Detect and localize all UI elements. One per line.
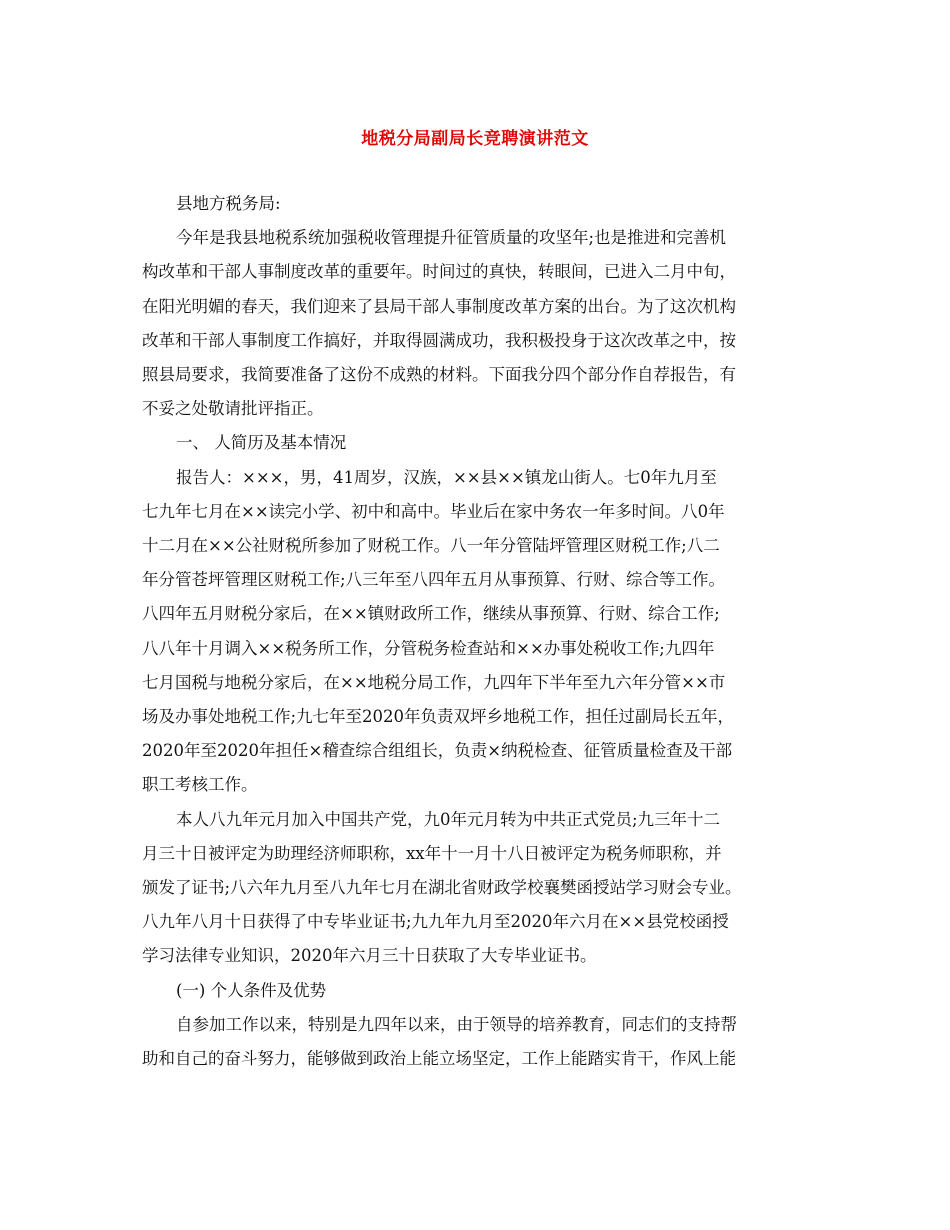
text-line: 改革和干部人事制度工作搞好，并取得圆满成功，我积极投身于这次改革之中，按 (142, 330, 736, 350)
text-line: 构改革和干部人事制度改革的重要年。时间过的真快，转眼间，已进入二月中旬， (142, 262, 736, 282)
text-line: 自参加工作以来，特别是九四年以来，由于领导的培养教育，同志们的支持帮 (176, 1014, 737, 1034)
text-line: 县地方税务局: (176, 194, 281, 213)
text-line: 2020年至2020年担任×稽查综合组组长，负责×纳税检查、征管质量检查及干部 (142, 741, 733, 761)
text-line: 八八年十月调入××税务所工作，分管税务检查站和××办事处税收工作;九四年 (142, 638, 715, 658)
text-line: (一) 个人条件及优势 (176, 980, 327, 1000)
text-line: 报告人：×××，男，41周岁，汉族，××县××镇龙山街人。七0年九月至 (176, 467, 717, 487)
text-line: 八九年八月十日获得了中专毕业证书;九九年九月至2020年六月在××县党校函授 (142, 912, 729, 932)
text-line: 助和自己的奋斗努力，能够做到政治上能立场坚定，工作上能踏实肯干，作风上能 (142, 1049, 736, 1069)
text-line: 本人八九年元月加入中国共产党，九0年元月转为中共正式党员;九三年十二 (176, 809, 721, 829)
text-line: 场及办事处地税工作;九七年至2020年负责双坪乡地税工作，担任过副局长五年， (142, 707, 735, 727)
text-line: 十二月在××公社财税所参加了财税工作。八一年分管陆坪管理区财税工作;八二 (142, 536, 720, 556)
text-line: 七九年七月在××读完小学、初中和高中。毕业后在家中务农一年多时间。八0年 (142, 501, 725, 521)
text-line: 七月国税与地税分家后，在××地税分局工作，九四年下半年至九六年分管××市 (142, 672, 726, 692)
text-line: 学习法律专业知识，2020年六月三十日获取了大专毕业证书。 (142, 946, 597, 966)
text-line: 一、 人简历及基本情况 (176, 433, 347, 453)
text-line: 月三十日被评定为助理经济师职称，xx年十一月十八日被评定为税务师职称，并 (142, 843, 722, 863)
text-line: 职工考核工作。 (142, 775, 258, 795)
text-line: 年分管苍坪管理区财税工作;八三年至八四年五月从事预算、行财、综合等工作。 (142, 570, 726, 590)
document-body (142, 187, 814, 1076)
text-line: 颁发了证书;八六年九月至八九年七月在湖北省财政学校襄樊函授站学习财会专业。 (142, 878, 742, 898)
text-line: 不妥之处敬请批评指正。 (142, 399, 324, 419)
text-line: 在阳光明媚的春天，我们迎来了县局干部人事制度改革方案的出台。为了这次机构 (142, 296, 736, 316)
text-line: 今年是我县地税系统加强税收管理提升征管质量的攻坚年;也是推进和完善机 (176, 228, 727, 248)
text-line: 照县局要求，我简要准备了这份不成熟的材料。下面我分四个部分作自荐报告，有 (142, 365, 736, 385)
document-title: 地税分局副局长竞聘演讲范文 (361, 129, 589, 149)
text-line: 八四年五月财税分家后，在××镇财政所工作，继续从事预算、行财、综合工作; (142, 604, 720, 624)
